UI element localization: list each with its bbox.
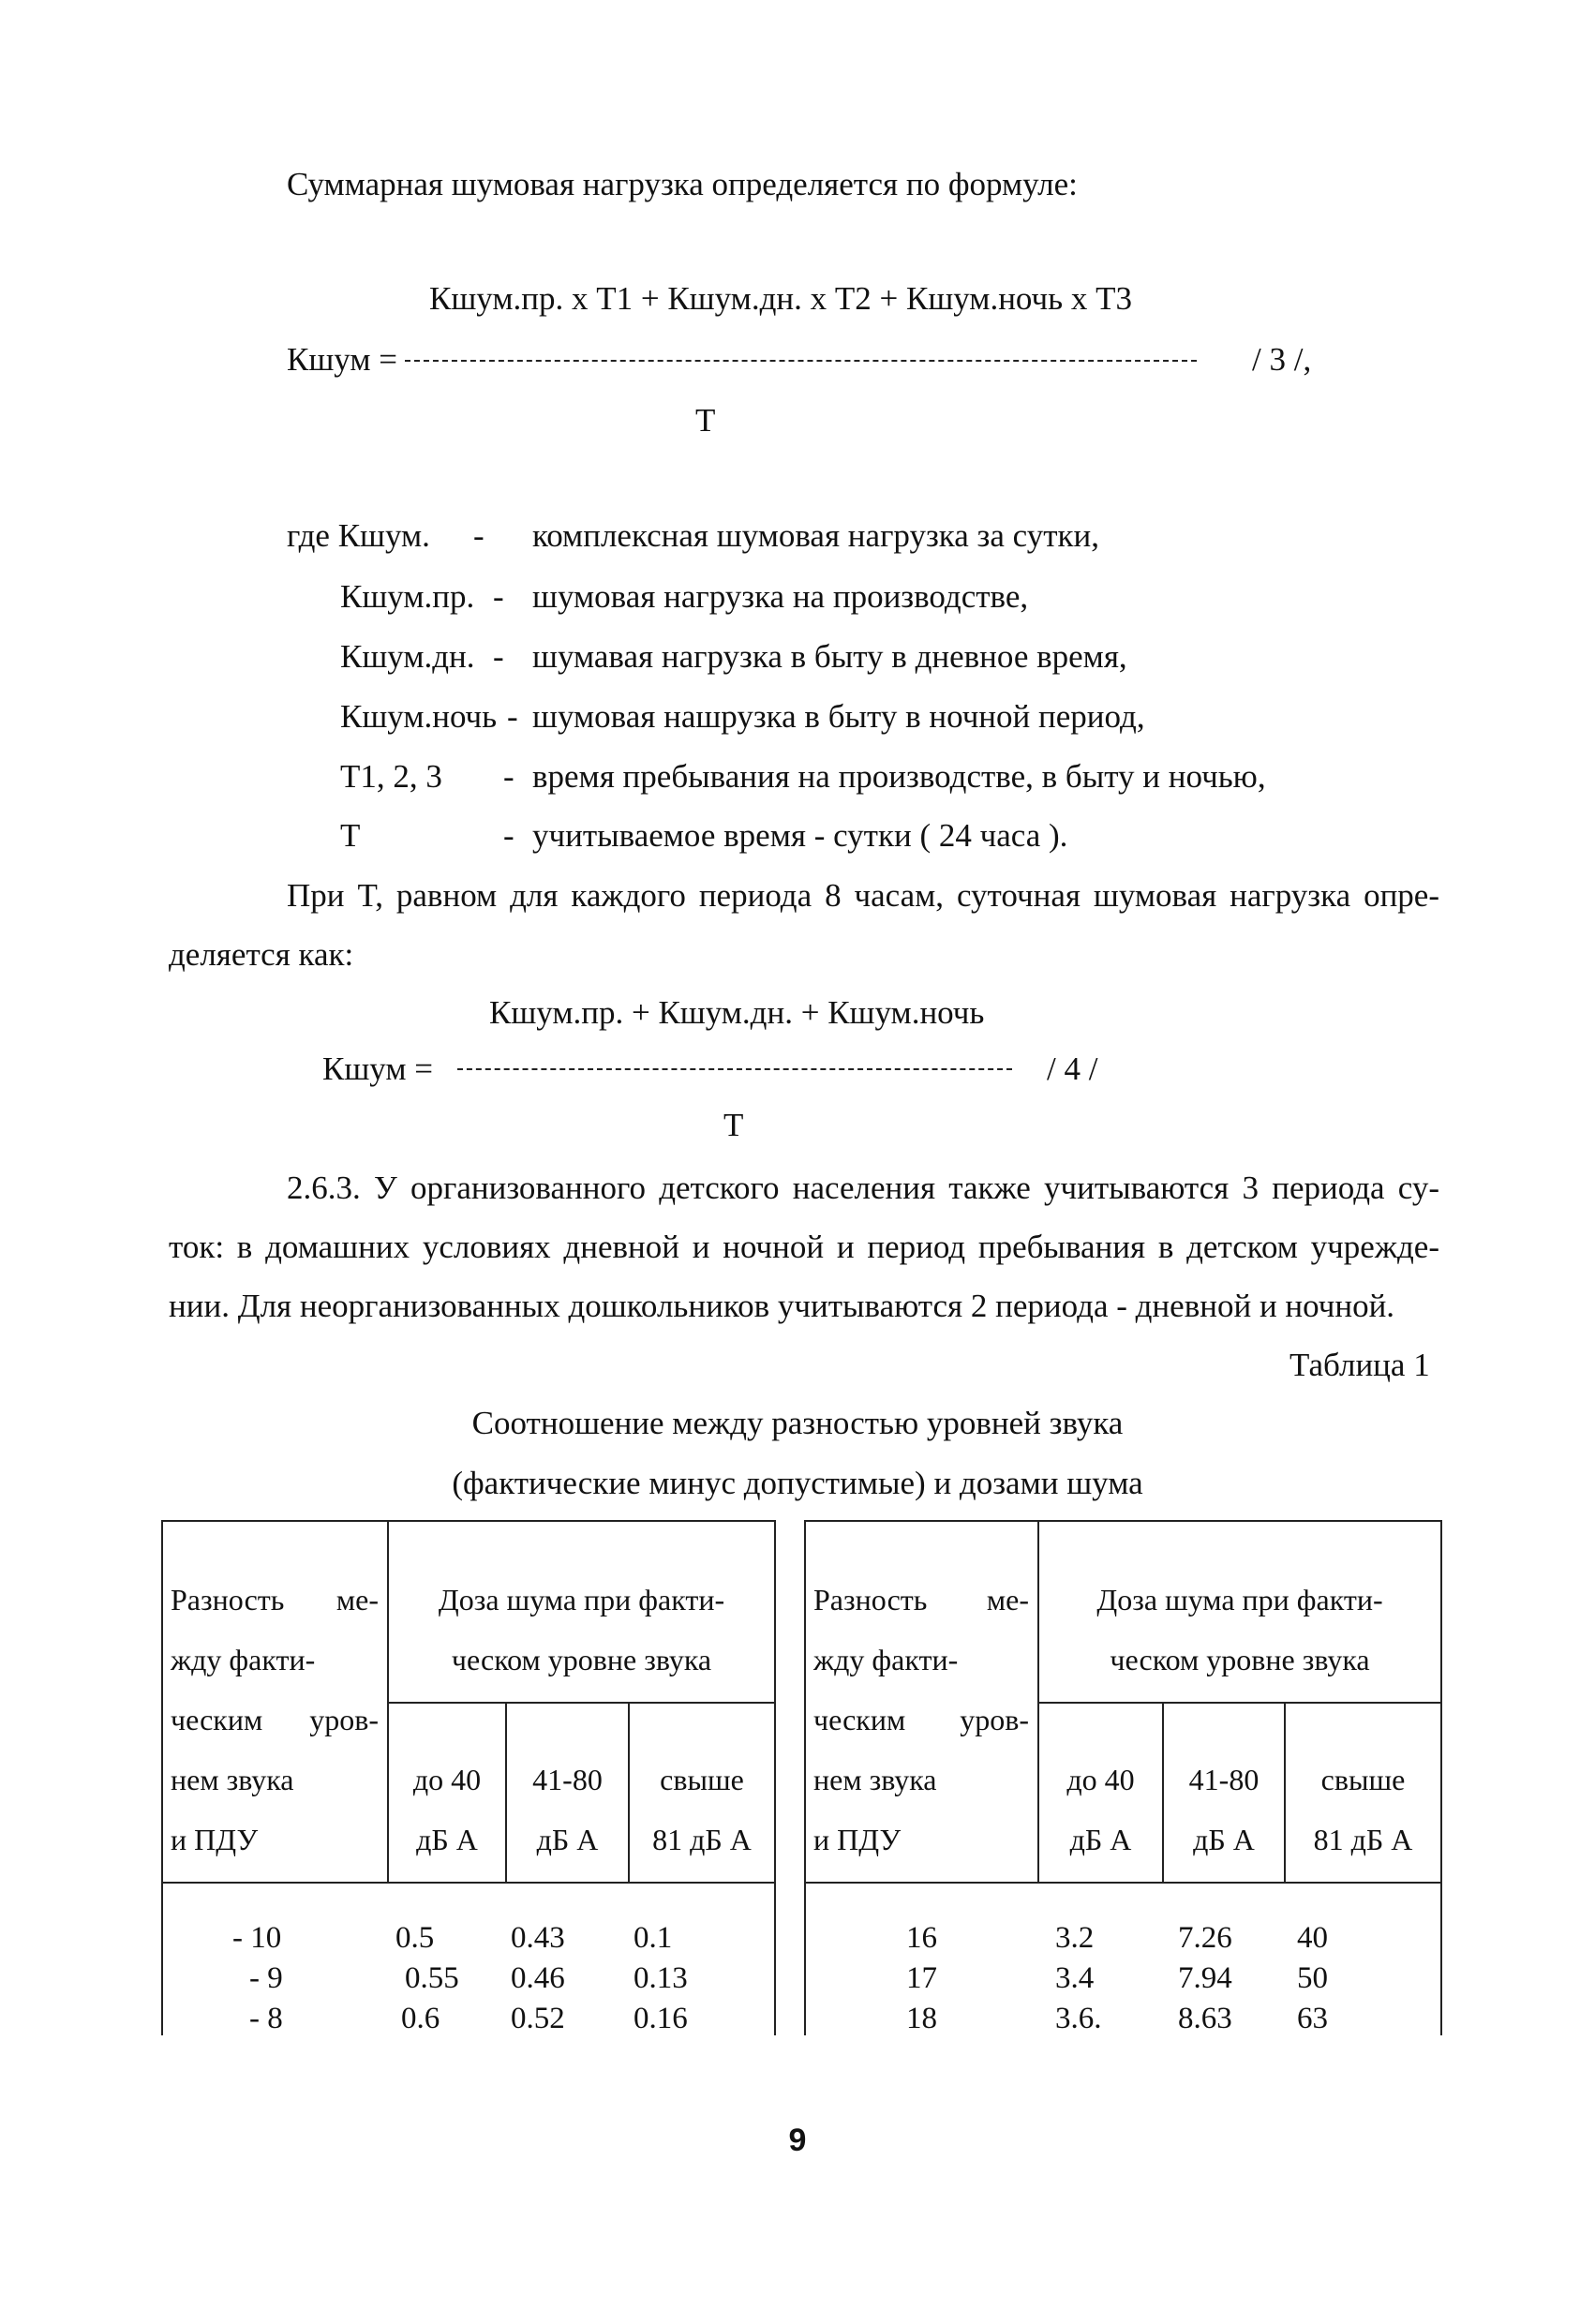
- paragraph-line: При T, равном для каждого периода 8 часам, суточная шумовая нагрузка опре-: [287, 877, 1439, 914]
- row-header-line: жду факти-: [171, 1643, 316, 1676]
- row-header-line: жду факти-: [813, 1643, 959, 1676]
- definition-dash: -: [507, 698, 518, 735]
- page-number: 9: [788, 2123, 807, 2158]
- diff-value: 16: [906, 1921, 937, 1955]
- definition-desc: учитываемое время - сутки ( 24 часа ).: [532, 817, 1068, 854]
- column-header: дБ А: [1193, 1823, 1255, 1856]
- column-header: 81 дБ А: [1313, 1823, 1413, 1856]
- diff-value: 17: [906, 1961, 937, 1995]
- paragraph-line: деляется как:: [169, 936, 354, 973]
- formula-3-denominator: T: [695, 402, 716, 439]
- dose-value: 8.63: [1178, 2002, 1232, 2035]
- definition-term: T: [340, 817, 361, 854]
- column-header: дБ А: [416, 1823, 478, 1856]
- dose-value: 0.1: [634, 1921, 673, 1955]
- table-caption: Соотношение между разностью уровней звука: [471, 1405, 1124, 1441]
- diff-value: - 9: [249, 1961, 283, 1995]
- column-header: дБ А: [536, 1823, 599, 1856]
- dose-value: 0.43: [511, 1921, 565, 1955]
- dose-value: 50: [1297, 1961, 1328, 1995]
- dose-header-line: Доза шума при факти-: [1096, 1583, 1383, 1616]
- definition-term: Кшум.пр.: [340, 578, 475, 615]
- definition-term: T1, 2, 3: [340, 758, 442, 795]
- definition-dash: -: [503, 758, 514, 795]
- paragraph-line: ток: в домашних условиях дневной и ночной и период пребывания в детском учрежде-: [169, 1229, 1439, 1265]
- definition-dash: -: [493, 638, 504, 675]
- row-header-line: Разность ме-: [813, 1583, 1029, 1616]
- row-header-line: ческим уров-: [813, 1703, 1029, 1736]
- dose-value: 63: [1297, 2002, 1328, 2035]
- dose-value: 7.26: [1178, 1921, 1232, 1955]
- column-header: 41-80: [532, 1763, 603, 1796]
- intro-text: Суммарная шумовая нагрузка определяется по формуле:: [287, 166, 1078, 202]
- formula-3-label: / 3 /,: [1252, 341, 1312, 378]
- dose-value: 0.13: [634, 1961, 688, 1995]
- formula-3-fraction-line: [405, 360, 1197, 362]
- dose-value: 3.4: [1055, 1961, 1095, 1995]
- formula-4-numerator: Кшум.пр. + Кшум.дн. + Кшум.ночь: [489, 994, 985, 1031]
- column-header: 81 дБ А: [652, 1823, 752, 1856]
- column-header: свыше: [1320, 1763, 1406, 1796]
- formula-4-fraction-line: [457, 1068, 1012, 1070]
- dose-value: 3.2: [1055, 1921, 1095, 1955]
- column-header: до 40: [412, 1763, 482, 1796]
- row-header-line: Разность ме-: [171, 1583, 379, 1616]
- definition-desc: шумовая нашрузка в быту в ночной период,: [532, 698, 1145, 735]
- row-header-line: нем звука: [813, 1763, 937, 1796]
- definition-term: Кшум.ночь: [340, 698, 498, 735]
- dose-value: 3.6.: [1055, 2002, 1102, 2035]
- row-header-line: и ПДУ: [813, 1823, 902, 1856]
- dose-value: 0.16: [634, 2002, 688, 2035]
- definition-dash: -: [493, 578, 504, 615]
- definition-term: где Кшум.: [287, 517, 430, 554]
- definition-desc: время пребывания на производстве, в быту и ночью,: [532, 758, 1266, 795]
- row-header-line: нем звука: [171, 1763, 294, 1796]
- paragraph-line: нии. Для неорганизованных дошкольников учитываются 2 периода - дневной и ночной.: [169, 1288, 1395, 1324]
- dose-value: 0.5: [395, 1921, 435, 1955]
- row-header-line: ческим уров-: [171, 1703, 379, 1736]
- dose-header-line: ческом уровне звука: [451, 1643, 712, 1676]
- row-header-line: и ПДУ: [171, 1823, 259, 1856]
- formula-3-numerator: Кшум.пр. х T1 + Кшум.дн. х T2 + Кшум.ночь х T3: [429, 280, 1132, 317]
- diff-value: - 10: [232, 1921, 282, 1955]
- formula-4-lhs: Кшум =: [322, 1050, 433, 1087]
- table-border: [161, 1882, 776, 1884]
- dose-header-line: Доза шума при факти-: [438, 1583, 725, 1616]
- table-border: [804, 1520, 806, 2035]
- dose-value: 0.6: [401, 2002, 440, 2035]
- definition-desc: шумавая нагрузка в быту в дневное время,: [532, 638, 1127, 675]
- table-border: [1037, 1702, 1442, 1704]
- definition-term: Кшум.дн.: [340, 638, 475, 675]
- table-border: [161, 1520, 776, 1522]
- diff-value: 18: [906, 2002, 937, 2035]
- table-border: [161, 1520, 163, 2035]
- formula-4-label: / 4 /: [1047, 1050, 1098, 1087]
- definition-dash: -: [473, 517, 484, 554]
- table-border: [387, 1702, 776, 1704]
- column-header: свыше: [660, 1763, 744, 1796]
- definition-desc: комплексная шумовая нагрузка за сутки,: [532, 517, 1100, 554]
- dose-value: 40: [1297, 1921, 1328, 1955]
- paragraph-line: 2.6.3. У организованного детского населения также учитываются 3 периода су-: [287, 1169, 1439, 1206]
- formula-4-denominator: T: [723, 1107, 744, 1143]
- dose-value: 0.46: [511, 1961, 565, 1995]
- dose-value: 7.94: [1178, 1961, 1232, 1995]
- column-header: дБ А: [1069, 1823, 1132, 1856]
- table-number: Таблица 1: [1289, 1347, 1430, 1383]
- diff-value: - 8: [249, 2002, 283, 2035]
- dose-header-line: ческом уровне звука: [1110, 1643, 1370, 1676]
- table-border: [804, 1882, 1442, 1884]
- definition-dash: -: [503, 817, 514, 854]
- column-header: 41-80: [1188, 1763, 1260, 1796]
- table-caption: (фактические минус допустимые) и дозами шума: [452, 1465, 1143, 1501]
- definition-desc: шумовая нагрузка на производстве,: [532, 578, 1029, 615]
- table-border: [804, 1520, 1442, 1522]
- dose-value: 0.52: [511, 2002, 565, 2035]
- dose-value: 0.55: [405, 1961, 459, 1995]
- formula-3-lhs: Кшум =: [287, 341, 397, 378]
- column-header: до 40: [1066, 1763, 1135, 1796]
